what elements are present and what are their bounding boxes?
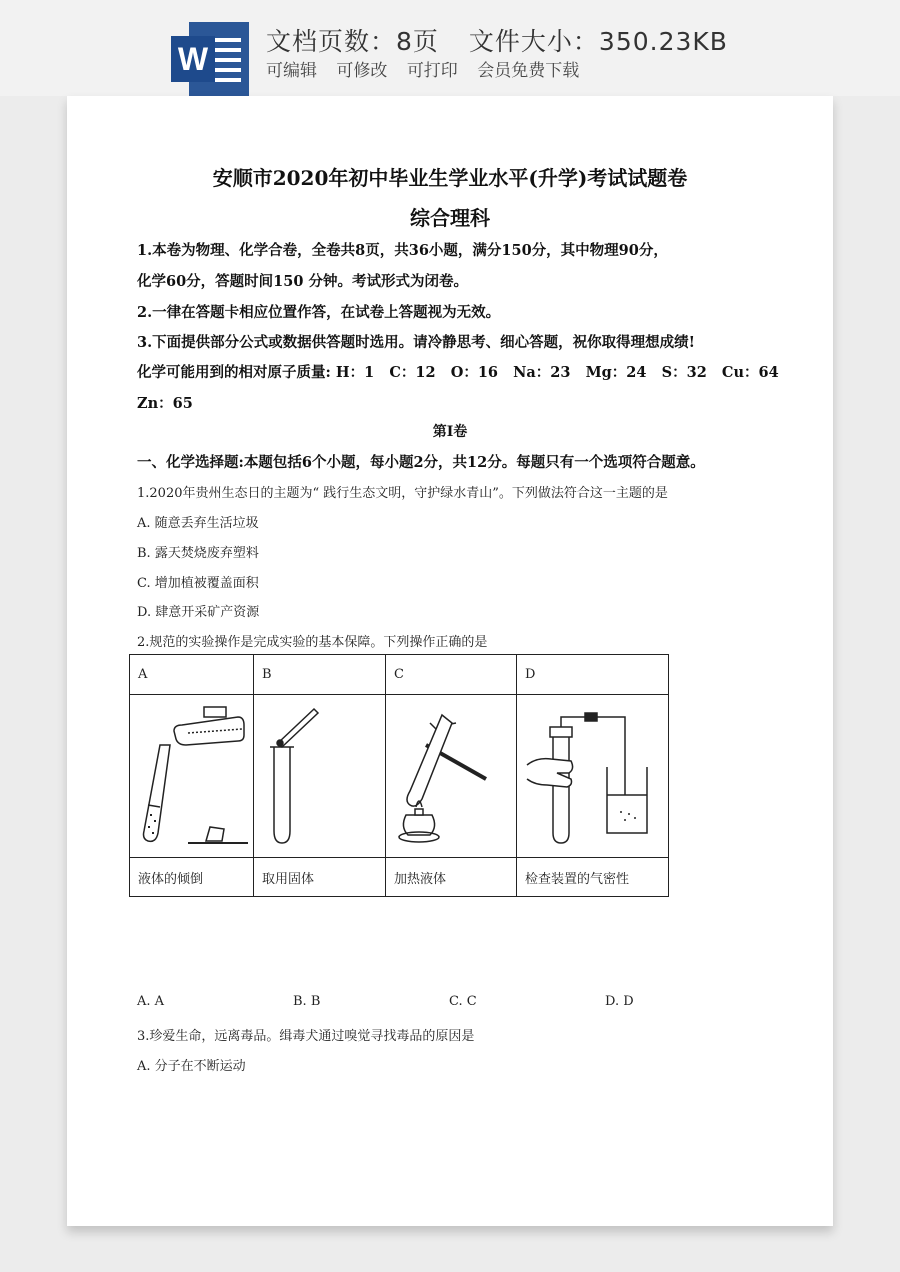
caption-c: 加热液体 bbox=[386, 858, 517, 897]
atomic-mass-line: Zn：65 bbox=[137, 395, 193, 412]
feature-member-download: 会员免费下载 bbox=[477, 61, 580, 81]
table-header-a: A bbox=[130, 655, 254, 695]
question-1-option: D. 肆意开采矿产资源 bbox=[137, 605, 260, 620]
page-count: 文档页数：8页 bbox=[266, 27, 439, 56]
instruction-line: 1.本卷为物理、化学合卷，全卷共8页，共36小题，满分150分，其中物理90分， bbox=[137, 242, 668, 259]
experiment-table bbox=[129, 654, 669, 897]
instruction-line: 3.下面提供部分公式或数据供答题时选用。请冷静思考、细心答题，祝你取得理想成绩! bbox=[137, 334, 695, 351]
heating-liquid-illustration bbox=[386, 695, 517, 858]
download-banner bbox=[0, 0, 900, 96]
caption-a: 液体的倾倒 bbox=[130, 858, 254, 897]
caption-d: 检查装置的气密性 bbox=[517, 858, 669, 897]
feature-editable: 可编辑 bbox=[266, 61, 317, 81]
exam-title: 安顺市2020年初中毕业生学业水平(升学)考试试题卷 bbox=[212, 166, 688, 190]
question-1-option: A. 随意丢弃生活垃圾 bbox=[137, 516, 259, 531]
word-document-icon bbox=[171, 22, 251, 96]
question-3-option: A. 分子在不断运动 bbox=[137, 1059, 246, 1074]
atomic-mass-line: 化学可能用到的相对原子质量: H：1 C：12 O：16 Na：23 Mg：24 S：32 Cu：64 bbox=[137, 364, 779, 381]
question-1-option: B. 露天焚烧废弃塑料 bbox=[137, 546, 259, 561]
feature-modifiable: 可修改 bbox=[336, 61, 388, 81]
question-2-option: D. D bbox=[605, 994, 634, 1009]
file-size: 文件大小：350.23KB bbox=[468, 27, 728, 56]
instruction-line: 2.一律在答题卡相应位置作答，在试卷上答题视为无效。 bbox=[137, 304, 501, 321]
exam-subtitle: 综合理科 bbox=[410, 206, 490, 230]
question-3-stem: 3.珍爱生命，远离毒品。缉毒犬通过嗅觉寻找毒品的原因是 bbox=[137, 1029, 475, 1044]
solid-sampling-illustration bbox=[254, 695, 386, 858]
table-header-c: C bbox=[386, 655, 517, 695]
question-2-option: C. C bbox=[449, 994, 477, 1009]
question-2-option: B. B bbox=[293, 994, 321, 1009]
airtightness-check-illustration bbox=[517, 695, 669, 858]
question-1-option: C. 增加植被覆盖面积 bbox=[137, 576, 259, 591]
feature-printable: 可打印 bbox=[406, 61, 458, 81]
section-heading: 一、化学选择题:本题包括6个小题，每小题2分，共12分。每题只有一个选项符合题意。 bbox=[137, 454, 705, 471]
word-icon-letter: W bbox=[171, 36, 215, 82]
question-1-stem: 1.2020年贵州生态日的主题为“ 践行生态文明，守护绿水青山”。下列做法符合这一主题的是 bbox=[137, 486, 668, 501]
caption-b: 取用固体 bbox=[254, 858, 386, 897]
instruction-line: 化学60分，答题时间150 分钟。考试形式为闭卷。 bbox=[137, 273, 468, 290]
question-2-stem: 2.规范的实验操作是完成实验的基本保障。下列操作正确的是 bbox=[137, 635, 488, 650]
table-header-b: B bbox=[254, 655, 386, 695]
part-heading: 第I卷 bbox=[432, 424, 468, 440]
file-meta bbox=[266, 22, 728, 58]
question-2-option: A. A bbox=[137, 994, 165, 1009]
document-page bbox=[67, 96, 833, 1226]
feature-list bbox=[266, 56, 587, 81]
pouring-liquid-illustration bbox=[130, 695, 254, 858]
table-header-d: D bbox=[517, 655, 669, 695]
